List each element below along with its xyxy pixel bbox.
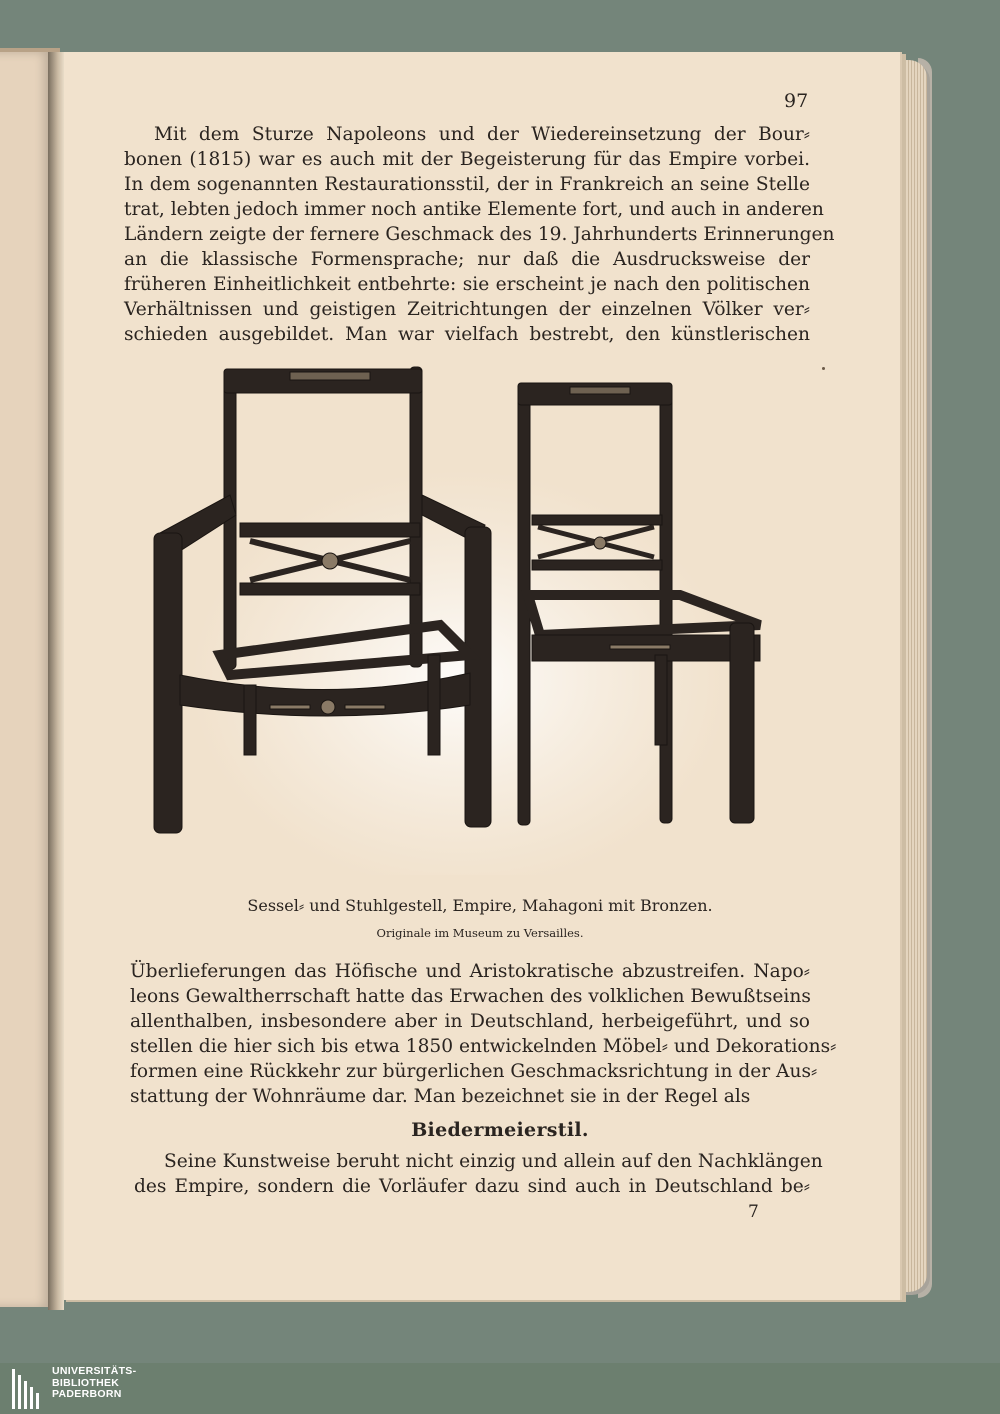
logo-line: PADERBORN: [52, 1388, 122, 1400]
text-line: trat, lebten jedoch immer noch antike Elemente fort, und auch in anderen: [124, 199, 824, 220]
text-line: In dem sogenannten Restaurationsstil, der in Frankreich an seine Stelle: [124, 174, 810, 195]
text-line: stellen die hier sich bis etwa 1850 entwickelnden Möbel⸗ und Dekorations⸗: [130, 1036, 837, 1057]
signature-mark: 7: [748, 1202, 759, 1222]
section-heading: Biedermeierstil.: [411, 1119, 589, 1141]
figure-caption: Sessel⸗ und Stuhlgestell, Empire, Mahagoni mit Bronzen.: [247, 896, 713, 915]
text-line: schieden ausgebildet. Man war vielfach bestrebt, den künstlerischen: [124, 324, 810, 345]
text-line: stattung der Wohnräume dar. Man bezeichnet sie in der Regel als: [130, 1086, 751, 1107]
chairs-photograph: [140, 355, 780, 875]
figure-sub-caption: Originale im Museum zu Versailles.: [376, 926, 584, 940]
text-line: des Empire, sondern die Vorläufer dazu sind auch in Deutschland be⸗: [134, 1176, 810, 1197]
text-line: bonen (1815) war es auch mit der Begeisterung für das Empire vorbei.: [124, 149, 810, 170]
logo-line: BIBLIOTHEK: [52, 1376, 120, 1389]
page-stack-edges: [897, 60, 927, 1292]
text-line: Ländern zeigte der fernere Geschmack des 19. Jahrhunderts Erinnerungen: [124, 224, 835, 245]
library-footer: [0, 1363, 1000, 1414]
text-line: allenthalben, insbesondere aber in Deutschland, herbeigeführt, und so: [130, 1011, 810, 1032]
library-logo-icon: [12, 1369, 44, 1409]
text-line: Überlieferungen das Höfische und Aristokratische abzustreifen. Napo⸗: [130, 961, 810, 982]
text-line: an die klassische Formensprache; nur daß die Ausdrucksweise der: [124, 249, 810, 270]
logo-line: UNIVERSITÄTS-: [52, 1365, 137, 1377]
text-line: leons Gewaltherrschaft hatte das Erwachen des volklichen Bewußtseins: [130, 986, 811, 1007]
speck: [822, 367, 825, 370]
page-number: 97: [784, 90, 809, 112]
text-line: Seine Kunstweise beruht nicht einzig und allein auf den Nachklängen: [164, 1151, 823, 1172]
text-line: früheren Einheitlichkeit entbehrte: sie erscheint je nach den politischen: [124, 274, 810, 295]
library-logo-text: [52, 1366, 136, 1401]
text-line: formen eine Rückkehr zur bürgerlichen Geschmacksrichtung in der Aus⸗: [130, 1061, 818, 1082]
left-page: [0, 52, 52, 1307]
text-line: Mit dem Sturze Napoleons und der Wiedereinsetzung der Bour⸗: [154, 124, 810, 145]
text-line: Verhältnissen und geistigen Zeitrichtungen der einzelnen Völker ver⸗: [124, 299, 810, 320]
